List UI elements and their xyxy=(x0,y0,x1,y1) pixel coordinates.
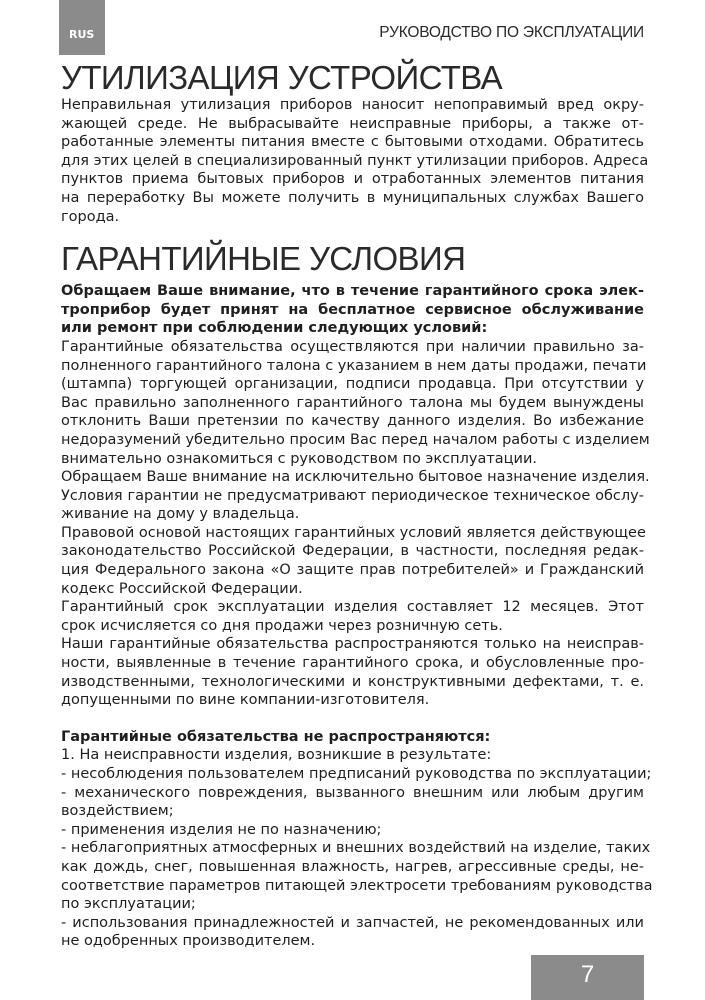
exclusion-line: - механического повреждения, вызванного внешним или любым другим xyxy=(61,784,644,801)
language-tab xyxy=(59,0,105,55)
warranty-line: недоразумений убедительно просим Вас перед началом работы с изделием xyxy=(61,431,650,448)
warranty-line: Гарантийный срок эксплуатации изделия составляет 12 месяцев. Этот xyxy=(61,599,644,616)
disposal-line: для этих целей в специализированный пункт утилизации приборов. Адреса xyxy=(61,152,649,169)
warranty-line: изводственными, технологическими и конструктивными дефектами, т. е. xyxy=(61,673,644,690)
section-spacer xyxy=(61,710,644,728)
warranty-line: Условия гарантии не предусматривают периодическое техническое обслу- xyxy=(61,487,644,504)
exclusion-line: 1. На неисправности изделия, возникшие в результате: xyxy=(61,747,492,764)
page-content xyxy=(61,59,653,951)
warranty-intro-line: троприбор будет принят на бесплатное сервисное обслуживание xyxy=(61,301,644,318)
exclusions-list xyxy=(61,746,653,951)
warranty-line: ности, выявленные в течение гарантийного срока, и обусловленные про- xyxy=(61,655,644,672)
warranty-intro xyxy=(61,282,644,338)
disposal-line: на переработку Вы можете получить в муниципальных службах Вашего xyxy=(61,189,644,206)
warranty-line: допущенными по вине компании-изготовителя. xyxy=(61,692,430,709)
exclusion-line: по эксплуатации; xyxy=(61,896,196,913)
warranty-line: кодекс Российской Федерации. xyxy=(61,580,303,597)
running-header-title: РУКОВОДСТВО ПО ЭКСПЛУАТАЦИИ xyxy=(379,24,644,41)
exclusion-line: - применения изделия не по назначению; xyxy=(61,821,382,838)
exclusion-line: - несоблюдения пользователем предписаний руководства по эксплуатации; xyxy=(61,766,652,782)
warranty-line: отклонить Ваши претензии по качеству данного изделия. Во избежание xyxy=(61,413,644,430)
exclusions-heading xyxy=(61,728,644,747)
warranty-line: Гарантийные обязательства осуществляются при наличии правильно за- xyxy=(61,338,644,355)
language-code: RUS xyxy=(69,28,95,41)
exclusion-line: как дождь, снег, повышенная влажность, нагрев, агрессивные среды, не- xyxy=(61,858,644,875)
warranty-line: полненного гарантийного талона с указанием в нем даты продажи, печати xyxy=(61,357,647,374)
page-number-box xyxy=(531,955,644,1000)
warranty-line: Обращаем Ваше внимание на исключительно бытовое назначение изделия. xyxy=(61,469,650,486)
warranty-heading: ГАРАНТИЙНЫЕ УСЛОВИЯ xyxy=(61,240,466,278)
warranty-intro-line: Обращаем Ваше внимание, что в течение гарантийного срока элек- xyxy=(61,283,644,300)
exclusion-line: - неблагоприятных атмосферных и внешних воздействий на изделие, таких xyxy=(61,840,651,857)
warranty-line: законодательство Российской Федерации, в частности, последняя редак- xyxy=(61,543,644,560)
page-number: 7 xyxy=(580,961,595,988)
disposal-heading: УТИЛИЗАЦИЯ УСТРОЙСТВА xyxy=(61,59,503,96)
warranty-line: живание на дому у владельца. xyxy=(61,506,300,523)
warranty-line: Правовой основой настоящих гарантийных условий является действующее xyxy=(61,524,646,541)
warranty-line: внимательно ознакомиться с руководством по эксплуатации. xyxy=(61,450,537,467)
exclusion-line: воздействием; xyxy=(61,803,174,820)
disposal-line: жающей среде. Не выбрасывайте неисправные приборы, а также от- xyxy=(61,115,644,132)
disposal-paragraph xyxy=(61,96,649,226)
disposal-line: работанные элементы питания вместе с бытовыми отходами. Обратитесь xyxy=(61,134,644,151)
exclusions-heading-text: Гарантийные обязательства не распространяются: xyxy=(61,728,491,745)
disposal-line: пунктов приема бытовых приборов и отработанных элементов питания xyxy=(61,171,644,188)
warranty-line: ция Федерального закона «О защите прав потребителей» и Гражданский xyxy=(61,562,644,579)
disposal-line: города. xyxy=(61,208,120,225)
warranty-line: (штампа) торгующей организации, подписи продавца. При отсутствии у xyxy=(61,376,644,393)
warranty-line: Вас правильно заполненного гарантийного талона мы будем вынуждены xyxy=(61,394,644,411)
warranty-intro-line: или ремонт при соблюдении следующих условий: xyxy=(61,320,488,337)
exclusion-line: соответствие параметров питающей электросети требованиям руководства xyxy=(61,877,653,894)
disposal-line: Неправильная утилизация приборов наносит непоправимый вред окру- xyxy=(61,97,644,113)
warranty-body xyxy=(61,338,650,710)
warranty-line: срок исчисляется со дня продажи через розничную сеть. xyxy=(61,617,503,634)
warranty-line: Наши гарантийные обязательства распространяются только на неисправ- xyxy=(61,636,644,653)
exclusion-line: не одобренных производителем. xyxy=(61,933,316,950)
exclusion-line: - использования принадлежностей и запчастей, не рекомендованных или xyxy=(61,914,644,931)
